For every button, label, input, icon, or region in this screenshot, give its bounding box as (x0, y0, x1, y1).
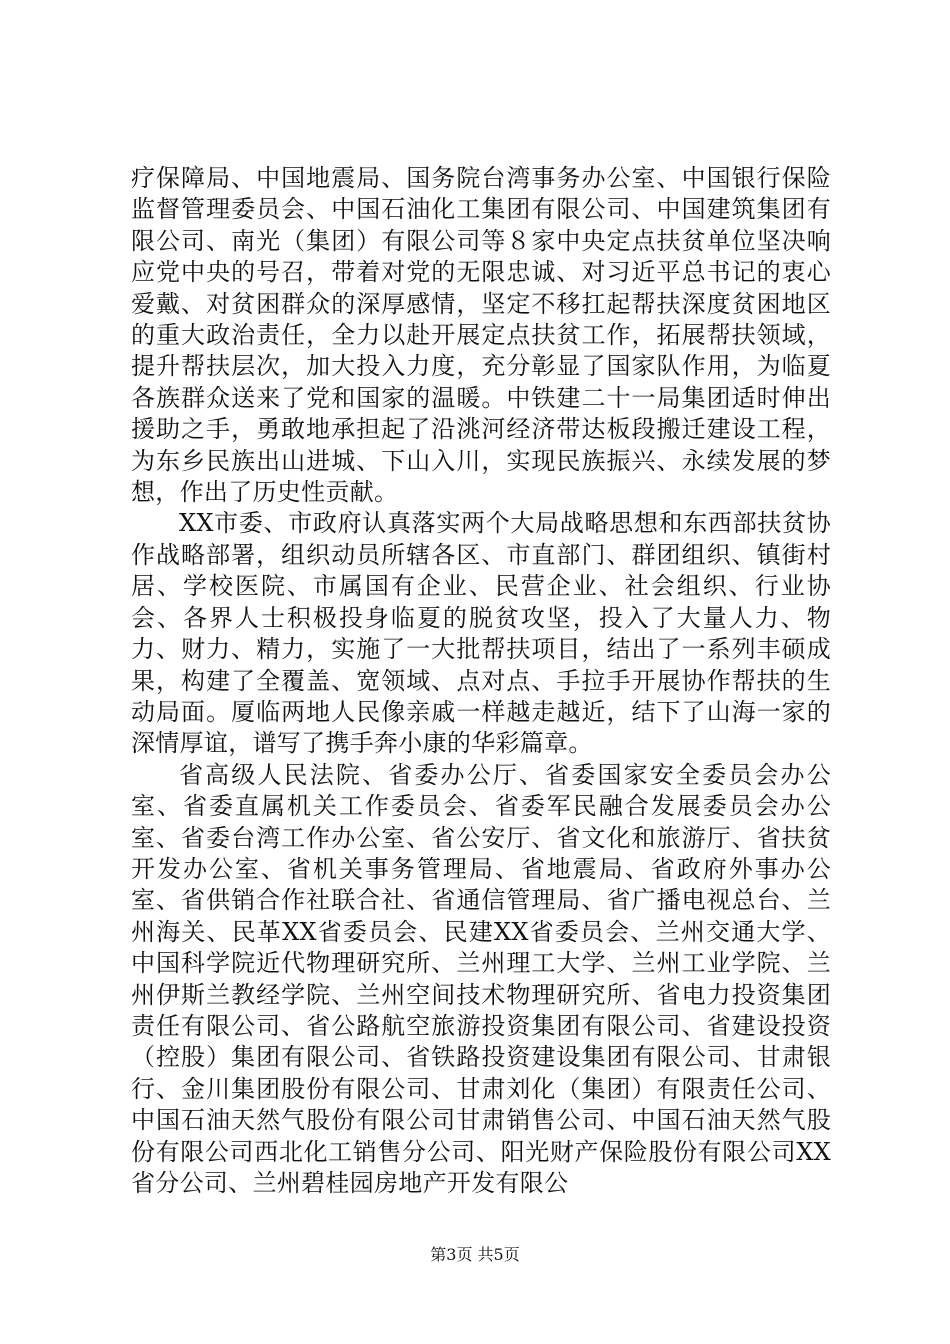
paragraph-3: 省高级人民法院、省委办公厅、省委国家安全委员会办公室、省委直属机关工作委员会、省委军民融合发展委员会办公室、省委台湾工作办公室、省公安厅、省文化和旅游厅、省扶贫开发办公室、省机关事务管理局、省地震局、省政府外事办公室、省供销合作社联合社、省通信管理局、省广播电视总台、兰州海关、民革XX省委员会、民建XX省委员会、兰州交通大学、中国科学院近代物理研究所、兰州理工大学、兰州工业学院、兰州伊斯兰教经学院、兰州空间技术物理研究所、省电力投资集团责任有限公司、省公路航空旅游投资集团有限公司、省建设投资（控股）集团有限公司、省铁路投资建设集团有限公司、甘肃银行、金川集团股份有限公司、甘肃刘化（集团）有限责任公司、中国石油天然气股份有限公司甘肃销售公司、中国石油天然气股份有限公司西北化工销售分公司、阳光财产保险股份有限公司XX省分公司、兰州碧桂园房地产开发有限公 (131, 760, 831, 1197)
paragraph-2: XX市委、市政府认真落实两个大局战略思想和东西部扶贫协作战略部署，组织动员所辖各区、市直部门、群团组织、镇街村居、学校医院、市属国有企业、民营企业、社会组织、行业协会、各界人士积极投身临夏的脱贫攻坚，投入了大量人力、物力、财力、精力，实施了一大批帮扶项目，结出了一系列丰硕成果，构建了全覆盖、宽领域、点对点、手拉手开展协作帮扶的生动局面。厦临两地人民像亲戚一样越走越近，结下了山海一家的深情厚谊，谱写了携手奔小康的华彩篇章。 (131, 509, 831, 758)
document-body (131, 163, 831, 1199)
paragraph-1: 疗保障局、中国地震局、国务院台湾事务办公室、中国银行保险监督管理委员会、中国石油化工集团有限公司、中国建筑集团有限公司、南光（集团）有限公司等８家中央定点扶贫单位坚决响应党中央的号召，带着对党的无限忠诚、对习近平总书记的衷心爱戴、对贫困群众的深厚感情，坚定不移扛起帮扶深度贫困地区的重大政治责任，全力以赴开展定点扶贫工作，拓展帮扶领域，提升帮扶层次，加大投入力度，充分彰显了国家队作用，为临夏各族群众送来了党和国家的温暖。中铁建二十一局集团适时伸出援助之手，勇敢地承担起了沿洮河经济带达板段搬迁建设工程，为东乡民族出山进城、下山入川，实现民族振兴、永续发展的梦想，作出了历史性贡献。 (131, 164, 831, 507)
page-number-footer: 第3页 共5页 (430, 1245, 520, 1264)
